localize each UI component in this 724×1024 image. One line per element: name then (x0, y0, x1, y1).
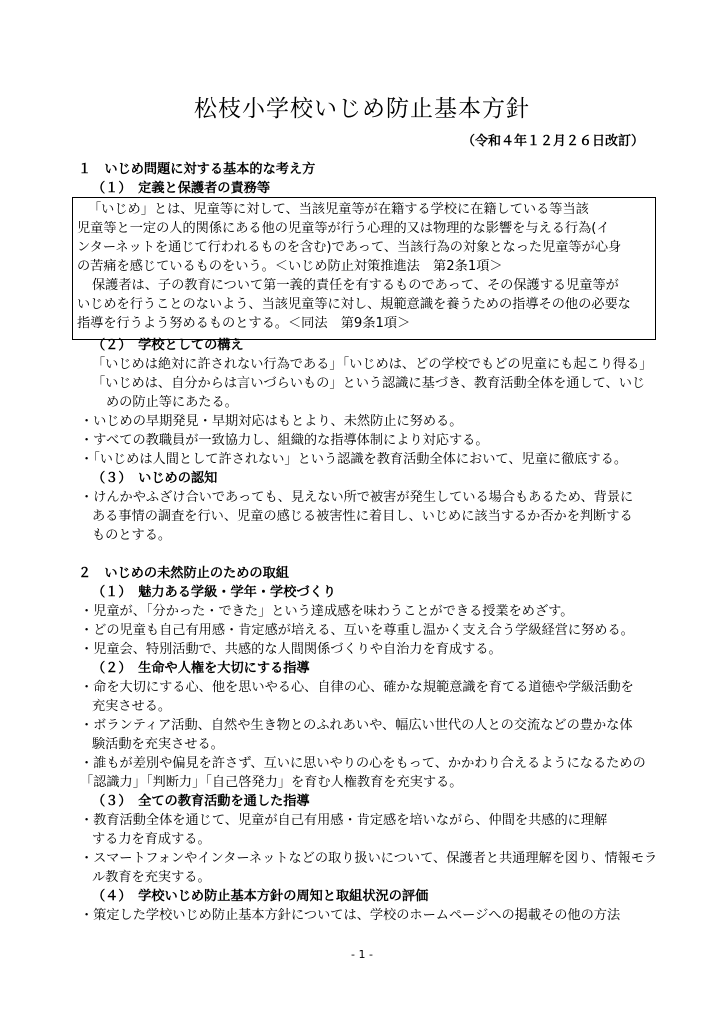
section-1-heading: １ いじめ問題に対する基本的な考え方 (78, 162, 316, 177)
bullet-line: ・いじめの早期発見・早期対応はもとより、未然防止に努める。 (80, 414, 463, 429)
box-line: の苦痛を感じているものをいう。＜いじめ防止対策推進法 第2条1項＞ (77, 259, 503, 274)
bullet-line: ・スマートフォンやインターネットなどの取り扱いについて、保護者と共通理解を図り、情報モラ (80, 851, 658, 866)
box-line: 児童等と一定の人的関係にある他の児童等が行う心理的又は物理的な影響を与える行為(イ (77, 221, 610, 236)
box-line: ンターネットを通じて行われるものを含む)であって、当該行為の対象となった児童等が心身 (77, 240, 622, 255)
bullet-line: ・「いじめは人間として許されない」という認識を教育活動全体において、児童に徹底する。 (80, 452, 628, 467)
body-line: ものとする。 (92, 528, 172, 543)
section-2-3-heading: （３） 全ての教育活動を通した指導 (92, 794, 310, 809)
bullet-line: ・ボランティア活動、自然や生き物とのふれあいや、幅広い世代の人との交流などの豊かな体 (80, 718, 633, 733)
section-2-heading: ２ いじめの未然防止のための取組 (78, 566, 289, 581)
section-1-1-heading: （１） 定義と保護者の責務等 (92, 181, 271, 196)
body-line: 「認識力」「判断力」「自己啓発力」を育む人権教育を充実する。 (80, 775, 463, 790)
page-title: 松枝小学校いじめ防止基本方針 (194, 96, 530, 122)
bullet-line: ・けんかやふざけ合いであっても、見えない所で被害が発生している場合もあるため、背景に (80, 490, 634, 505)
bullet-line: ・命を大切にする心、他を思いやる心、自律の心、確かな規範意識を育てる道徳や学級活動を (80, 680, 634, 695)
bullet-line: ・教育活動全体を通じて、児童が自己有用感・肯定感を培いながら、仲間を共感的に理解 (80, 813, 608, 828)
section-1-2-heading: （２） 学校としての構え (92, 338, 244, 353)
body-line: 充実させる。 (92, 699, 172, 714)
section-1-3-heading: （３） いじめの認知 (92, 471, 218, 486)
section-2-1-heading: （１） 魅力ある学級・学年・学校づくり (92, 585, 336, 600)
section-2-4-heading: （４） 学校いじめ防止基本方針の周知と取組状況の評価 (92, 889, 429, 904)
bullet-line: ・児童会、特別活動で、共感的な人間関係づくりや自治力を育成する。 (80, 642, 502, 657)
bullet-line: ・児童が、「分かった・できた」という達成感を味わうことができる授業をめざす。 (80, 604, 574, 619)
body-line: ル教育を充実する。 (92, 870, 211, 885)
body-line: 験活動を充実させる。 (92, 737, 224, 752)
box-line: いじめを行うことのないよう、当該児童等に対し、規範意識を養うための指導その他の必要な (77, 297, 631, 312)
page-number: - 1 - (351, 948, 373, 961)
box-line: 「いじめ」とは、児童等に対して、当該児童等が在籍する学校に在籍している等当該 (88, 202, 589, 217)
box-line: 保護者は、子の教育について第一義的責任を有するものであって、その保護する児童等が (92, 278, 619, 293)
body-line: めの防止等にあたる。 (106, 395, 238, 410)
bullet-line: ・すべての教職員が一致協力し、組織的な指導体制により対応する。 (80, 433, 489, 448)
bullet-line: ・どの児童も自己有用感・肯定感が培える、互いを尊重し温かく支え合う学級経営に努める。 (80, 623, 634, 638)
section-2-2-heading: （２） 生命や人権を大切にする指導 (92, 661, 310, 676)
bullet-line: ・策定した学校いじめ防止基本方針については、学校のホームページへの掲載その他の方法 (80, 908, 621, 923)
body-line: 「いじめは絶対に許されない行為である」「いじめは、どの学校でもどの児童にも起こり得る」 (92, 357, 653, 372)
revision-date: （令和４年１２月２６日改訂） (461, 134, 644, 149)
body-line: ある事情の調査を行い、児童の感じる被害性に着目し、いじめに該当するか否かを判断する (92, 509, 633, 524)
body-line: 「いじめは、自分からは言いづらいもの」という認識に基づき、教育活動全体を通して、いじ (92, 376, 646, 391)
box-line: 指導を行うよう努めるものとする。＜同法 第9条1項＞ (77, 316, 411, 331)
bullet-line: ・誰もが差別や偏見を許さず、互いに思いやりの心をもって、かかわり合えるようになるための (80, 756, 646, 771)
body-line: する力を育成する。 (92, 832, 211, 847)
